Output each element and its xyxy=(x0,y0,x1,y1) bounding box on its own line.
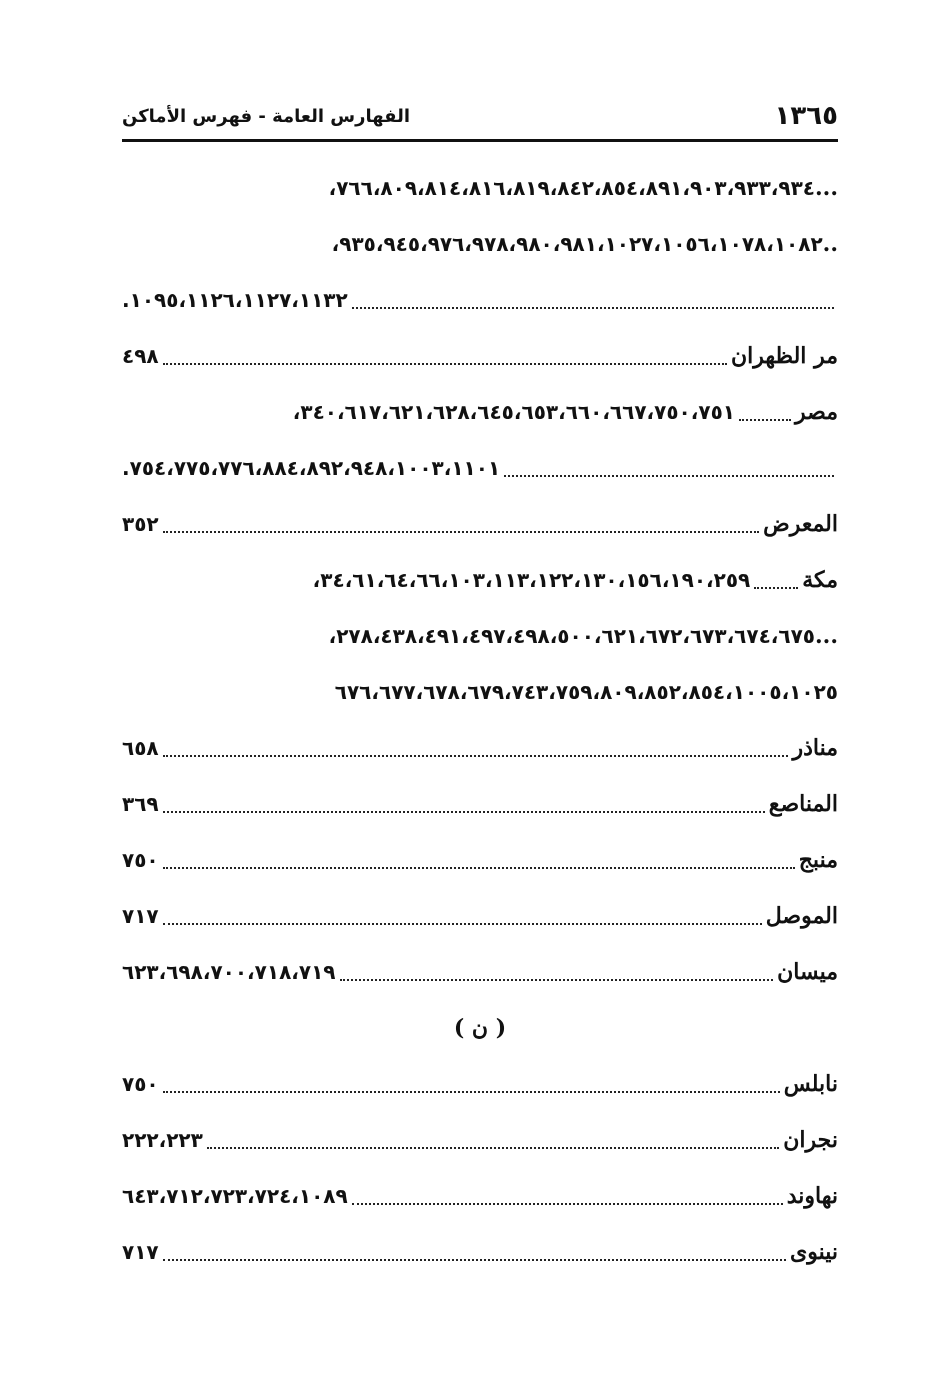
index-entry xyxy=(122,496,838,552)
page-refs: ٣٤٠،٦١٧،٦٢١،٦٢٨،٦٤٥،٦٥٣،٦٦٠،٦٦٧،٧٥٠،٧٥١، xyxy=(292,400,735,424)
page-refs: ٧١٧ xyxy=(122,904,159,928)
dot-leader xyxy=(163,363,727,365)
page-refs: ٣٥٢ xyxy=(122,512,159,536)
place-name: مكة xyxy=(802,567,838,593)
place-name: المعرض xyxy=(763,511,838,537)
index-line xyxy=(122,272,838,328)
index-entry xyxy=(122,776,838,832)
dot-leader xyxy=(352,307,834,309)
page-refs: ٤٩٨ xyxy=(122,344,159,368)
dot-leader xyxy=(352,1203,783,1205)
page-refs: ٣٤،٦١،٦٤،٦٦،١٠٣،١١٣،١٢٢،١٣٠،١٥٦،١٩٠،٢٥٩، xyxy=(312,568,751,592)
running-title: الفهارس العامة - فهرس الأماكن xyxy=(122,106,411,127)
index-entry xyxy=(122,720,838,776)
section-letter-heading: ( ن ) xyxy=(453,1015,507,1041)
index-line xyxy=(122,608,838,664)
page-refs: ٧٥٠ xyxy=(122,848,159,872)
dot-leader xyxy=(163,923,762,925)
dot-leader xyxy=(207,1147,779,1149)
page-refs: ٢٢٢،٢٢٣ xyxy=(122,1128,203,1152)
place-name: نابلس xyxy=(783,1071,838,1097)
index-entry xyxy=(122,888,838,944)
dot-leader xyxy=(163,755,789,757)
index-entry xyxy=(122,384,838,440)
place-name: الموصل xyxy=(765,903,838,929)
page-refs: ٧٥٤،٧٧٥،٧٧٦،٨٨٤،٨٩٢،٩٤٨،١٠٠٣،١١٠١. xyxy=(122,456,501,480)
page-refs: ٦٤٣،٧١٢،٧٢٣،٧٢٤،١٠٨٩ xyxy=(122,1184,348,1208)
dot-leader xyxy=(163,1091,780,1093)
index-entry xyxy=(122,1056,838,1112)
page-refs: ٩٣٥،٩٤٥،٩٧٦،٩٧٨،٩٨٠،٩٨١،١٠٢٧،١٠٥٦،١٠٧٨،١٠٨٢، xyxy=(331,232,823,256)
place-name: مناذر xyxy=(792,735,838,761)
place-name: مصر xyxy=(794,399,838,425)
page-refs: ٦٥٨ xyxy=(122,736,159,760)
dot-leader xyxy=(739,419,791,421)
dot-leader xyxy=(340,979,774,981)
index-line xyxy=(122,216,838,272)
page-refs: ١٠٩٥،١١٢٦،١١٢٧،١١٣٢. xyxy=(122,288,348,312)
leader-dots: .. xyxy=(822,231,838,257)
page-header xyxy=(122,100,838,134)
index-entry xyxy=(122,328,838,384)
leader-dots: ... xyxy=(815,175,838,201)
place-name: منبج xyxy=(798,847,838,873)
leader-dots: ... xyxy=(815,623,838,649)
index-entry xyxy=(122,1224,838,1280)
place-name: نينوى xyxy=(790,1239,838,1265)
page-refs: ٦٢٣،٦٩٨،٧٠٠،٧١٨،٧١٩ xyxy=(122,960,336,984)
page-refs: ٧٦٦،٨٠٩،٨١٤،٨١٦،٨١٩،٨٤٢،٨٥٤،٨٩١،٩٠٣،٩٣٣،٩٣٤، xyxy=(328,176,816,200)
index-entry xyxy=(122,1168,838,1224)
index-entry xyxy=(122,944,838,1000)
dot-leader xyxy=(163,811,765,813)
dot-leader xyxy=(504,475,834,477)
place-name: ميسان xyxy=(777,959,838,985)
page-refs: ٦٧٦،٦٧٧،٦٧٨،٦٧٩،٧٤٣،٧٥٩،٨٠٩،٨٥٢،٨٥٤،١٠٠٥،١٠٢٥ xyxy=(334,680,838,704)
header-rule xyxy=(122,139,838,142)
dot-leader xyxy=(163,867,795,869)
index-entry xyxy=(122,832,838,888)
page-number: ١٣٦٥ xyxy=(774,101,838,131)
dot-leader xyxy=(163,1259,786,1261)
index-line xyxy=(122,440,838,496)
page-refs: ٧١٧ xyxy=(122,1240,159,1264)
page-refs: ٣٦٩ xyxy=(122,792,159,816)
page-refs: ٧٥٠ xyxy=(122,1072,159,1096)
place-name: نجران xyxy=(783,1127,838,1153)
index-entry xyxy=(122,552,838,608)
page-refs: ٢٧٨،٤٣٨،٤٩١،٤٩٧،٤٩٨،٥٠٠،٦٢١،٦٧٢،٦٧٣،٦٧٤،٦٧٥، xyxy=(328,624,816,648)
place-name: نهاوند xyxy=(786,1183,838,1209)
index-line xyxy=(122,664,838,720)
dot-leader xyxy=(754,587,798,589)
place-name: المناصع xyxy=(768,791,838,817)
dot-leader xyxy=(163,531,759,533)
index-line xyxy=(122,160,838,216)
index-entry xyxy=(122,1112,838,1168)
index-entries xyxy=(122,160,838,1280)
place-name: مر الظهران xyxy=(731,343,838,369)
